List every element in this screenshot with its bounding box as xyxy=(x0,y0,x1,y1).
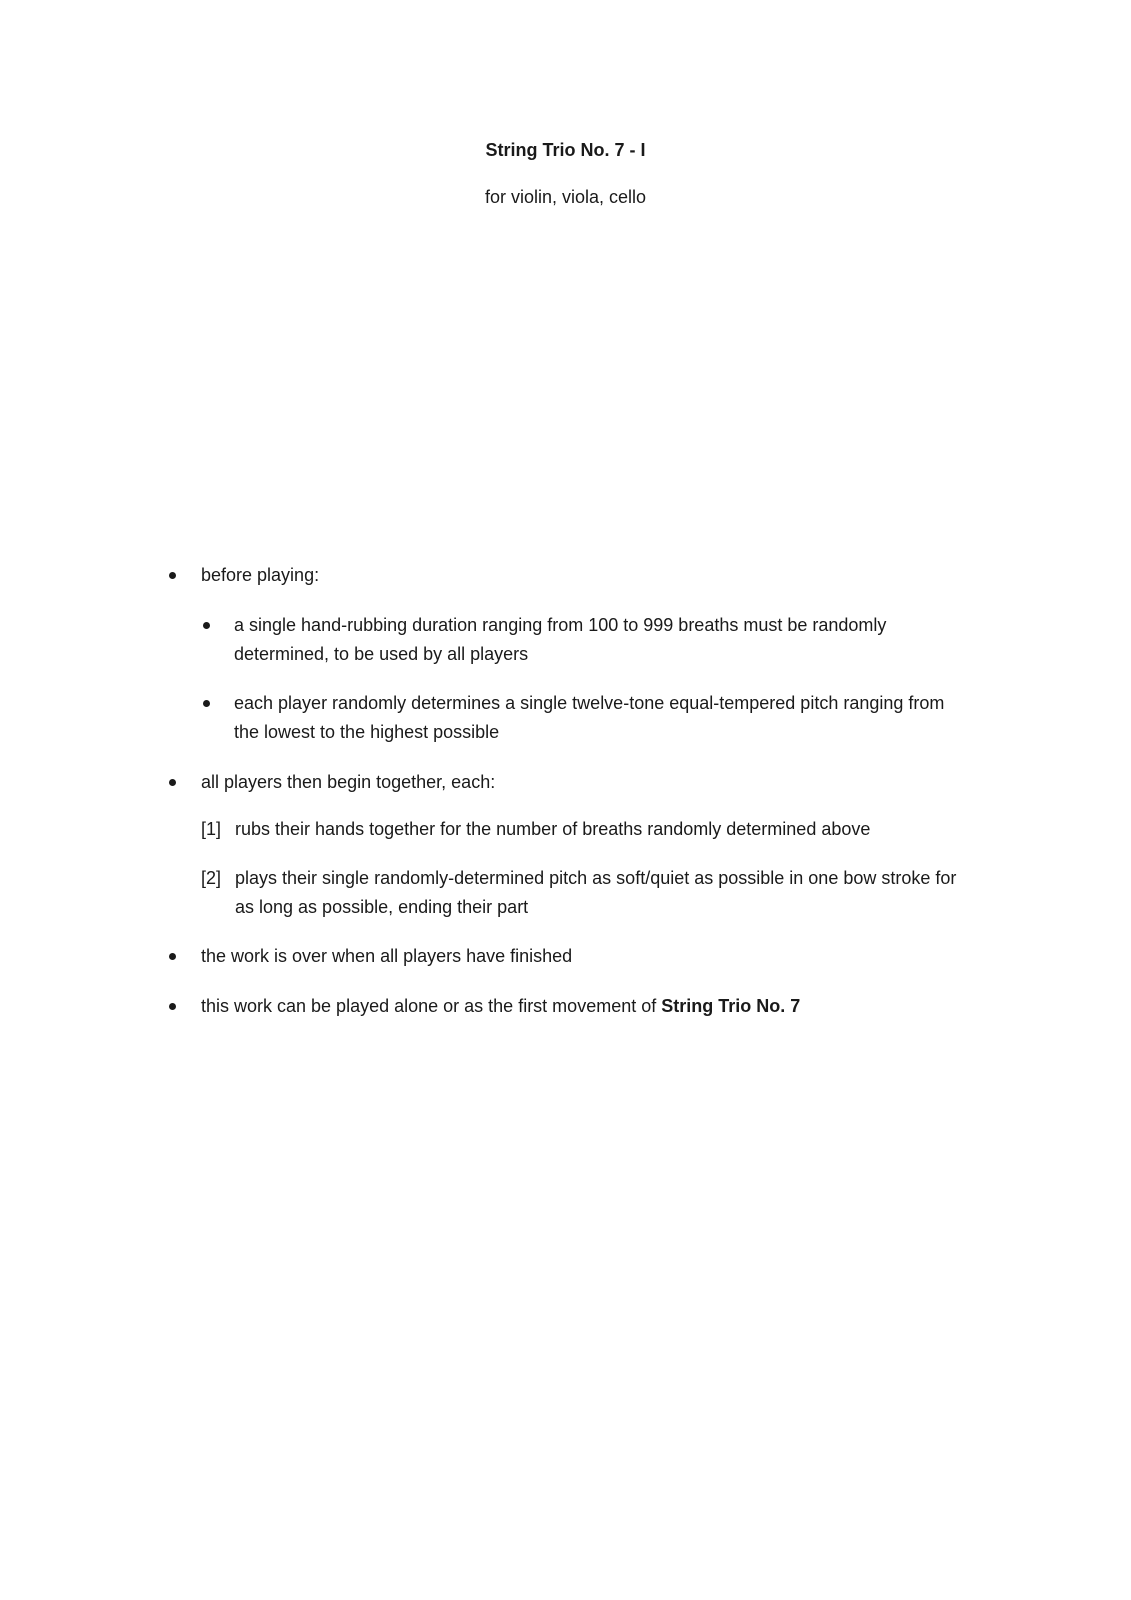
bullet-icon xyxy=(169,953,176,960)
step-number: [1] xyxy=(201,819,222,839)
instruction-begin-together: all players then begin together, each: xyxy=(201,772,496,792)
instruction-alone-text: this work can be played alone or as the first movement of xyxy=(201,996,662,1016)
step-2-text: plays their single randomly-determined pitch as soft/quiet as possible in one bow stroke for as long as possible, ending their part xyxy=(235,868,957,917)
step-number: [2] xyxy=(201,868,222,888)
bullet-icon xyxy=(169,572,176,579)
instruction-duration: a single hand-rubbing duration ranging from 100 to 999 breaths must be randomly determined, to be used by all players xyxy=(234,615,887,664)
bullet-icon xyxy=(203,622,210,629)
work-title-reference: String Trio No. 7 xyxy=(661,996,801,1016)
bullet-icon xyxy=(203,700,210,707)
page-subtitle: for violin, viola, cello xyxy=(484,187,647,207)
bullet-icon xyxy=(169,1003,176,1010)
page-title: String Trio No. 7 - I xyxy=(485,140,646,160)
instruction-pitch: each player randomly determines a single twelve-tone equal-tempered pitch ranging from the lowest to the highest possible xyxy=(234,693,945,742)
bullet-icon xyxy=(169,779,176,786)
instruction-alone xyxy=(201,992,981,1021)
instruction-before-playing: before playing: xyxy=(201,565,320,585)
step-1-text: rubs their hands together for the number of breaths randomly determined above xyxy=(235,819,871,839)
instruction-work-over: the work is over when all players have finished xyxy=(201,946,573,966)
